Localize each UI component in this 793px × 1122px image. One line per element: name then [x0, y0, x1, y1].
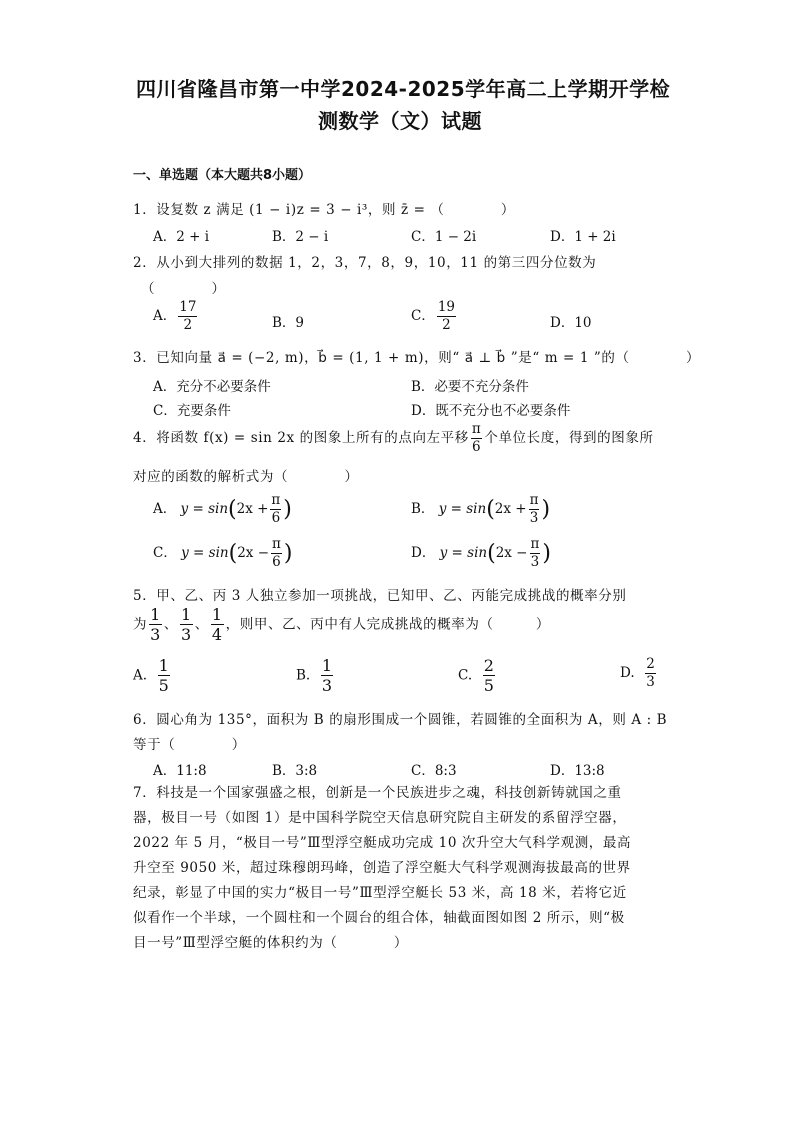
question-6-line2: 等于（ ）	[133, 737, 246, 753]
question-number: 3．	[133, 350, 157, 366]
question-number: 4．	[133, 430, 157, 446]
question-5: 5．甲、乙、丙 3 人独立参加一项挑战，已知甲、乙、丙能完成挑战的概率分别	[133, 588, 627, 604]
q6-option-c[interactable]: C．8:3	[411, 763, 457, 779]
q6-option-b[interactable]: B．3:8	[272, 763, 318, 779]
page-title-line1: 四川省隆昌市第一中学2024-2025学年高二上学期开学检	[136, 77, 671, 101]
q4-option-d[interactable]: D． y = sin(2x − $\frac{\pi}{3}$ )	[411, 536, 551, 570]
q5-option-c[interactable]: C. $\frac{2}{5}$	[458, 656, 494, 695]
question-number: 2．	[133, 255, 157, 271]
q1-option-c[interactable]: C．1 − 2i	[411, 229, 477, 245]
q2-option-a[interactable]: A． $\frac{17}{2}$	[153, 299, 197, 333]
question-number: 5．	[133, 588, 157, 604]
fraction: $\frac{\pi}{6}$	[471, 421, 482, 455]
q2-option-c[interactable]: C． $\frac{19}{2}$	[411, 299, 456, 333]
question-5-line2: 为 $\frac{1}{3}$ 、 $\frac{1}{3}$ 、 $\frac{1}{4}$ ，则甲、乙、丙中有人完成挑战的概率为（ ）	[133, 605, 550, 644]
question-stem: 设复数 z 满足 (1 − i)z = 3 − i³，则 z̄ = （ ）	[156, 202, 516, 218]
q1-option-b[interactable]: B．2 − i	[272, 229, 329, 245]
q5-option-d[interactable]: D. $\frac{2}{3}$	[620, 656, 655, 690]
question-stem: 已知向量 a⃗ = (−2, m)，b⃗ = (1, 1 + m)，则“ a⃗ ⊥ b⃗ ”是“ m = 1 ”的（ ）	[156, 350, 701, 366]
question-stem: 从小到大排列的数据 1，2，3，7，8，9，10，11 的第三四分位数为	[156, 255, 597, 271]
q4-option-c[interactable]: C． y = sin(2x − $\frac{\pi}{6}$ )	[153, 536, 293, 570]
question-7-line: 2022 年 5 月，“极目一号”Ⅲ型浮空艇成功完成 10 次升空大气科学观测，最高	[133, 835, 632, 851]
q1-option-d[interactable]: D．1 + 2i	[550, 229, 616, 245]
question-1	[133, 198, 515, 218]
q4-option-a[interactable]: A． y = sin(2x + $\frac{\pi}{6}$ )	[153, 492, 292, 526]
question-6: 6．圆心角为 135°，面积为 B 的扇形围成一个圆锥，若圆锥的全面积为 A，则 A : B	[133, 712, 668, 728]
q2-option-b[interactable]: B．9	[272, 315, 305, 331]
question-number: 6．	[133, 712, 157, 728]
q3-option-d[interactable]: D．既不充分也不必要条件	[411, 403, 571, 419]
question-4: 4．将函数 f(x) = sin 2x 的图象上所有的点向左平移 $\frac{\pi}{6}$ 个单位长度，得到的图象所	[133, 421, 654, 455]
fraction: $\frac{19}{2}$	[437, 299, 456, 333]
page-title-line2: 测数学（文）试题	[318, 109, 482, 133]
q3-option-c[interactable]: C．充要条件	[153, 403, 231, 419]
q6-option-a[interactable]: A．11:8	[153, 763, 207, 779]
question-number: 1．	[133, 202, 157, 218]
question-2-paren: （ ）	[141, 281, 226, 297]
q1-option-a[interactable]: A．2 + i	[153, 229, 210, 245]
q5-option-b[interactable]: B. $\frac{1}{3}$	[296, 656, 332, 695]
q2-option-d[interactable]: D．10	[550, 315, 592, 331]
question-number: 7．	[133, 785, 157, 801]
question-7: 7．科技是一个国家强盛之根，创新是一个民族进步之魂，科技创新铸就国之重	[133, 785, 622, 801]
question-4-line2: 对应的函数的解析式为（ ）	[133, 469, 359, 485]
section-heading: 一、单选题（本大题共8小题）	[133, 168, 312, 183]
q5-option-a[interactable]: A. $\frac{1}{5}$	[133, 656, 169, 695]
q4-option-b[interactable]: B． y = sin(2x + $\frac{\pi}{3}$ )	[411, 492, 551, 526]
q3-option-b[interactable]: B．必要不充分条件	[411, 379, 529, 395]
question-3	[133, 346, 700, 366]
question-7-line: 纪录，彰显了中国的实力“极目一号”Ⅲ型浮空艇长 53 米，高 18 米，若将它近	[133, 885, 627, 901]
question-2	[133, 251, 596, 271]
question-7-line: 目一号”Ⅲ型浮空艇的体积约为（ ）	[133, 935, 408, 951]
fraction: $\frac{17}{2}$	[179, 299, 197, 333]
q6-option-d[interactable]: D．13:8	[550, 763, 605, 779]
question-7-line: 似看作一个半球，一个圆柱和一个圆台的组合体，轴截面图如图 2 所示，则“极	[133, 910, 625, 926]
question-7-line: 升空至 9050 米，超过珠穆朗玛峰，创造了浮空艇大气科学观测海拔最高的世界	[133, 860, 631, 876]
question-7-line: 器，极目一号（如图 1）是中国科学院空天信息研究院自主研发的系留浮空器，	[133, 810, 627, 826]
q3-option-a[interactable]: A．充分不必要条件	[153, 379, 271, 395]
